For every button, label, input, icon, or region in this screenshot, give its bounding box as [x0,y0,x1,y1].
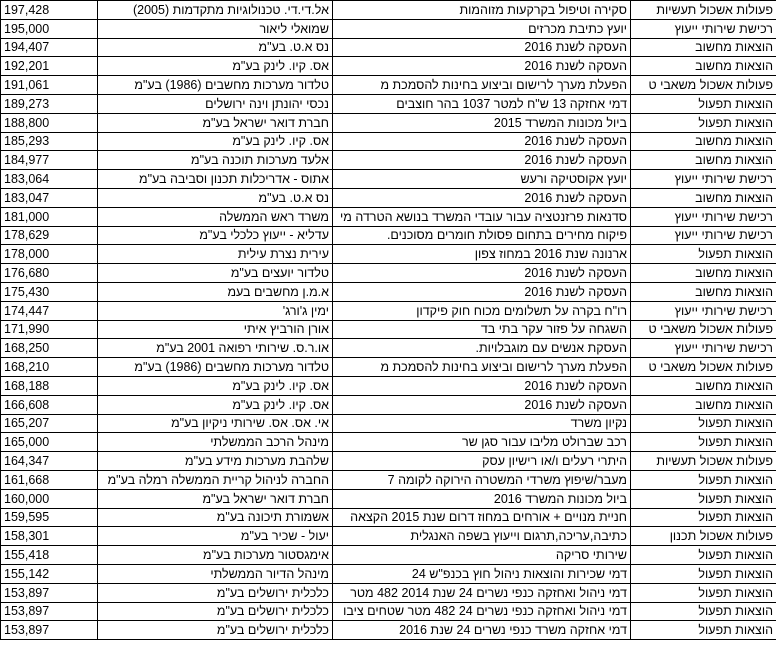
amount-cell[interactable]: 191,061 [1,76,98,95]
supplier-cell[interactable]: אורן הורביץ איתי [98,320,333,339]
category-cell[interactable]: פעולות אשכול משאבי ט [631,320,776,339]
category-cell[interactable]: רכישת שירותי ייעוץ [631,301,776,320]
amount-cell[interactable]: 178,000 [1,245,98,264]
category-cell[interactable]: רכישת שירותי ייעוץ [631,339,776,358]
table-row [1,264,776,283]
supplier-cell[interactable]: כלכלית ירושלים בע"מ [98,621,333,640]
amount-cell[interactable]: 153,897 [1,621,98,640]
category-cell[interactable]: פעולות אשכול משאבי ט [631,76,776,95]
supplier-cell[interactable]: עירית נצרת עילית [98,245,333,264]
supplier-cell[interactable]: אלעד מערכות תוכנה בע"מ [98,151,333,170]
description-cell[interactable]: פיקוח מחירים בתחום פסולת חומרים מסוכנים. [333,226,631,245]
category-cell[interactable]: הוצאות תפעול [631,245,776,264]
category-cell[interactable]: הוצאות תפעול [631,489,776,508]
table-row [1,621,776,640]
description-cell[interactable]: נקיון משרד [333,414,631,433]
table-row [1,245,776,264]
description-cell[interactable]: כתיבה,עריכה,תרגום וייעוץ בשפה האנגלית [333,527,631,546]
supplier-cell[interactable]: טלדור מערכות מחשבים (1986) בע"מ [98,76,333,95]
amount-cell[interactable]: 164,347 [1,452,98,471]
supplier-cell[interactable]: כלכלית ירושלים בע"מ [98,583,333,602]
description-cell[interactable]: העסקה לשנת 2016 [333,57,631,76]
category-cell[interactable]: הוצאות מחשוב [631,132,776,151]
supplier-cell[interactable]: מינהל הדיור הממשלתי [98,564,333,583]
description-cell[interactable]: העסקה לשנת 2016 [333,282,631,301]
supplier-cell[interactable]: נס א.ט. בע"מ [98,38,333,57]
category-cell[interactable]: הוצאות תפעול [631,564,776,583]
supplier-cell[interactable]: כלכלית ירושלים בע"מ [98,602,333,621]
category-cell[interactable]: הוצאות תפעול [631,621,776,640]
supplier-cell[interactable]: נכסי יהונתן וינה ירושלים [98,94,333,113]
table-row [1,320,776,339]
description-cell[interactable]: שירותי סריקה [333,546,631,565]
category-cell[interactable]: הוצאות מחשוב [631,151,776,170]
table-row [1,358,776,377]
table-row [1,602,776,621]
description-cell[interactable]: העסקת אנשים עם מוגבלויות. [333,339,631,358]
category-cell[interactable]: פעולות אשכול תעשיות [631,452,776,471]
amount-cell[interactable]: 153,897 [1,583,98,602]
category-cell[interactable]: רכישת שירותי ייעוץ [631,207,776,226]
table-row [1,57,776,76]
amount-cell[interactable]: 168,210 [1,358,98,377]
description-cell[interactable]: חניית מנויים + אורחים במחוז דרום שנת 2015 הקצאה [333,508,631,527]
table-row [1,94,776,113]
description-cell[interactable]: ביול מכונות המשרד 2015 [333,113,631,132]
amount-cell[interactable]: 183,064 [1,170,98,189]
description-cell[interactable]: רו"ח בקרה על תשלומים מכוח חוק פיקדון [333,301,631,320]
description-cell[interactable]: השגחה על פזור עקר בתי בד [333,320,631,339]
table-row [1,76,776,95]
description-cell[interactable]: סדנאות פרזנטציה עבור עובדי המשרד בנושא הטרדה מי [333,207,631,226]
table-row [1,452,776,471]
supplier-cell[interactable]: חברת דואר ישראל בע"מ [98,489,333,508]
category-cell[interactable]: הוצאות תפעול [631,470,776,489]
category-cell[interactable]: הוצאות תפעול [631,546,776,565]
table-row [1,508,776,527]
amount-cell[interactable]: 181,000 [1,207,98,226]
amount-cell[interactable]: 192,201 [1,57,98,76]
category-cell[interactable]: הוצאות מחשוב [631,264,776,283]
table-row [1,376,776,395]
description-cell[interactable]: הפעלת מערך לרישום וביצוע בחינות להסמכת מ [333,358,631,377]
category-cell[interactable]: הוצאות מחשוב [631,188,776,207]
supplier-cell[interactable]: שלהבת מערכות מידע בע"מ [98,452,333,471]
amount-cell[interactable]: 166,608 [1,395,98,414]
table-row [1,1,776,20]
supplier-cell[interactable]: אי. אס. אס. שירותי ניקיון בע"מ [98,414,333,433]
supplier-cell[interactable]: מינהל הרכב הממשלתי [98,433,333,452]
table-row [1,470,776,489]
supplier-cell[interactable]: אתוס - אדריכלות תכנון וסביבה בע"מ [98,170,333,189]
table-row [1,207,776,226]
table-row [1,301,776,320]
supplier-cell[interactable]: טלדור יועצים בע"מ [98,264,333,283]
amount-cell[interactable]: 155,142 [1,564,98,583]
supplier-cell[interactable]: ימין ג'ורג' [98,301,333,320]
supplier-cell[interactable]: אס. קיו. לינק בע"מ [98,395,333,414]
table-row [1,151,776,170]
table-row [1,188,776,207]
supplier-cell[interactable]: משרד ראש הממשלה [98,207,333,226]
amount-cell[interactable]: 189,273 [1,94,98,113]
table-row [1,546,776,565]
category-cell[interactable]: פעולות אשכול תעשיות [631,1,776,20]
category-cell[interactable]: הוצאות תפעול [631,113,776,132]
amount-cell[interactable]: 176,680 [1,264,98,283]
category-cell[interactable]: הוצאות מחשוב [631,57,776,76]
description-cell[interactable]: דמי אחזקה 13 ש"ח למטר 1037 בהר חוצבים [333,94,631,113]
supplier-cell[interactable]: אס. קיו. לינק בע"מ [98,376,333,395]
supplier-cell[interactable]: אימגסטור מערכות בע"מ [98,546,333,565]
amount-cell[interactable]: 168,250 [1,339,98,358]
category-cell[interactable]: הוצאות מחשוב [631,38,776,57]
supplier-cell[interactable]: א.מ.ן מחשבים בעמ [98,282,333,301]
description-cell[interactable]: יועץ אקוסטיקה ורעש [333,170,631,189]
category-cell[interactable]: פעולות אשכול תכנון [631,527,776,546]
description-cell[interactable]: יועץ כתיבת מכרזים [333,19,631,38]
table-row [1,414,776,433]
amount-cell[interactable]: 188,800 [1,113,98,132]
amount-cell[interactable]: 175,430 [1,282,98,301]
table-row [1,489,776,508]
amount-cell[interactable]: 161,668 [1,470,98,489]
description-cell[interactable]: מעבר/שיפוץ משרדי המשטרה הירוקה לקומה 7 [333,470,631,489]
description-cell[interactable]: דמי שכירות והוצאות ניהול חוץ בכנפ"ש 24 [333,564,631,583]
description-cell[interactable]: העסקה לשנת 2016 [333,395,631,414]
category-cell[interactable]: רכישת שירותי ייעוץ [631,19,776,38]
category-cell[interactable]: הוצאות תפעול [631,508,776,527]
supplier-cell[interactable]: אל.די.די. טכנולוגיות מתקדמות (2005) [98,1,333,20]
table-body [1,1,776,640]
description-cell[interactable]: דמי אחזקה משרד כנפי נשרים 24 שנת 2016 [333,621,631,640]
supplier-cell[interactable]: יעול - שכיר בע"מ [98,527,333,546]
description-cell[interactable]: ביול מכונות המשרד 2016 [333,489,631,508]
table-row [1,38,776,57]
description-cell[interactable]: העסקה לשנת 2016 [333,188,631,207]
amount-cell[interactable]: 158,301 [1,527,98,546]
amount-cell[interactable]: 165,207 [1,414,98,433]
category-cell[interactable]: רכישת שירותי ייעוץ [631,226,776,245]
category-cell[interactable]: הוצאות מחשוב [631,376,776,395]
table-row [1,132,776,151]
amount-cell[interactable]: 174,447 [1,301,98,320]
supplier-cell[interactable]: או.ר.ס. שירותי רפואה 2001 בע"מ [98,339,333,358]
description-cell[interactable]: הפעלת מערך לרישום וביצוע בחינות להסמכת מ [333,76,631,95]
supplier-cell[interactable]: נס א.ט. בע"מ [98,188,333,207]
category-cell[interactable]: הוצאות תפעול [631,602,776,621]
description-cell[interactable]: העסקה לשנת 2016 [333,376,631,395]
amount-cell[interactable]: 194,407 [1,38,98,57]
amount-cell[interactable]: 195,000 [1,19,98,38]
description-cell[interactable]: העסקה לשנת 2016 [333,132,631,151]
table-row [1,113,776,132]
table-row [1,527,776,546]
table-row [1,282,776,301]
table-row [1,433,776,452]
supplier-cell[interactable]: אס. קיו. לינק בע"מ [98,57,333,76]
description-cell[interactable]: דמי ניהול ואחזקה כנפי נשרים 24 שנת 2014 482 מטר [333,583,631,602]
description-cell[interactable]: היתרי רעלים ו/או רישיון עסק [333,452,631,471]
amount-cell[interactable]: 159,595 [1,508,98,527]
category-cell[interactable]: פעולות אשכול משאבי ט [631,358,776,377]
amount-cell[interactable]: 165,000 [1,433,98,452]
amount-cell[interactable]: 171,990 [1,320,98,339]
supplier-cell[interactable]: שמואלי ליאור [98,19,333,38]
category-cell[interactable]: הוצאות מחשוב [631,282,776,301]
amount-cell[interactable]: 168,188 [1,376,98,395]
amount-cell[interactable]: 184,977 [1,151,98,170]
category-cell[interactable]: הוצאות תפעול [631,414,776,433]
table-row [1,564,776,583]
amount-cell[interactable]: 197,428 [1,1,98,20]
amount-cell[interactable]: 153,897 [1,602,98,621]
table-row [1,19,776,38]
supplier-cell[interactable]: החברה לניהול קריית הממשלה רמלה בע"מ [98,470,333,489]
description-cell[interactable]: דמי ניהול ואחזקה כנפי נשרים 24 482 מטר שטחים ציבו [333,602,631,621]
amount-cell[interactable]: 155,418 [1,546,98,565]
table-row [1,583,776,602]
supplier-cell[interactable]: חברת דואר ישראל בע"מ [98,113,333,132]
description-cell[interactable]: העסקה לשנת 2016 [333,264,631,283]
description-cell[interactable]: סקירה וטיפול בקרקעות מזוהמות [333,1,631,20]
category-cell[interactable]: הוצאות תפעול [631,583,776,602]
description-cell[interactable]: העסקה לשנת 2016 [333,38,631,57]
supplier-cell[interactable]: טלדור מערכות מחשבים (1986) בע"מ [98,358,333,377]
amount-cell[interactable]: 160,000 [1,489,98,508]
amount-cell[interactable]: 185,293 [1,132,98,151]
amount-cell[interactable]: 183,047 [1,188,98,207]
amount-cell[interactable]: 178,629 [1,226,98,245]
table-row [1,395,776,414]
table-row [1,170,776,189]
table-row [1,339,776,358]
category-cell[interactable]: הוצאות מחשוב [631,395,776,414]
description-cell[interactable]: רכב שברולט מליבו עבור סגן שר [333,433,631,452]
supplier-cell[interactable]: אשמורת תיכונה בע"מ [98,508,333,527]
supplier-cell[interactable]: עדליא - ייעוץ כלכלי בע"מ [98,226,333,245]
supplier-cell[interactable]: אס. קיו. לינק בע"מ [98,132,333,151]
category-cell[interactable]: הוצאות תפעול [631,94,776,113]
category-cell[interactable]: הוצאות תפעול [631,433,776,452]
description-cell[interactable]: העסקה לשנת 2016 [333,151,631,170]
table-row [1,226,776,245]
description-cell[interactable]: ארנונה שנת 2016 במחוז צפון [333,245,631,264]
category-cell[interactable]: רכישת שירותי ייעוץ [631,170,776,189]
